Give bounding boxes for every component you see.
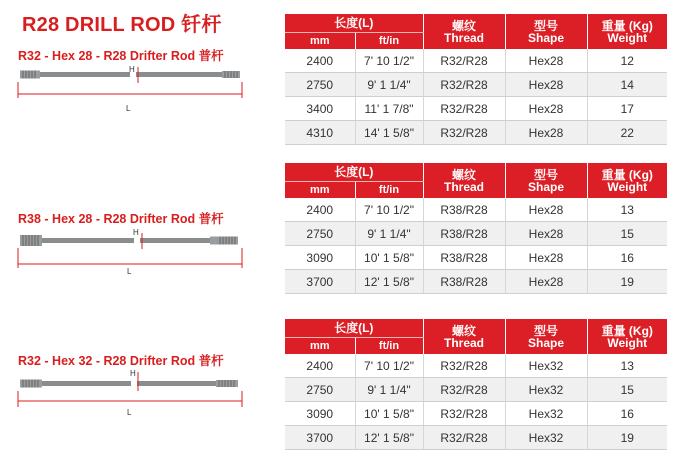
cell-ftin: 12' 1 5/8" xyxy=(355,426,423,450)
table-row xyxy=(285,49,667,73)
spec-table-1 xyxy=(285,14,667,145)
table-row xyxy=(285,198,667,222)
cell-shape: Hex32 xyxy=(505,402,587,426)
cell-mm: 3400 xyxy=(285,97,355,121)
rod-diagram-1 xyxy=(14,58,246,128)
cell-thread: R32/R28 xyxy=(423,378,505,402)
cell-ftin: 9' 1 1/4" xyxy=(355,378,423,402)
cell-weight: 19 xyxy=(587,270,667,294)
cell-ftin: 9' 1 1/4" xyxy=(355,222,423,246)
cell-thread: R32/R28 xyxy=(423,73,505,97)
cell-ftin: 7' 10 1/2" xyxy=(355,49,423,73)
header-weight-cn: 重量 (Kg) xyxy=(601,323,653,338)
cell-weight: 14 xyxy=(587,73,667,97)
rod-diagram-2 xyxy=(14,224,246,294)
length-label: L xyxy=(126,104,131,113)
header-shape xyxy=(505,14,587,49)
header-shape-en: Shape xyxy=(528,179,565,194)
cell-thread: R32/R28 xyxy=(423,426,505,450)
header-thread-en: Thread xyxy=(444,335,485,350)
cell-thread: R38/R28 xyxy=(423,198,505,222)
rod-diagram-3 xyxy=(14,365,246,435)
header-mm: mm xyxy=(285,182,355,199)
cell-weight: 22 xyxy=(587,121,667,145)
cell-shape: Hex28 xyxy=(505,270,587,294)
header-weight-en: Weight xyxy=(607,30,648,45)
header-thread-en: Thread xyxy=(444,30,485,45)
header-mm: mm xyxy=(285,33,355,50)
cell-weight: 13 xyxy=(587,354,667,378)
cell-ftin: 10' 1 5/8" xyxy=(355,402,423,426)
header-length: 长度(L) xyxy=(285,319,423,338)
table-row xyxy=(285,222,667,246)
spec-table-2 xyxy=(285,163,667,294)
header-shape-en: Shape xyxy=(528,335,565,350)
header-thread-cn: 螺纹 xyxy=(452,18,477,33)
cell-mm: 3090 xyxy=(285,246,355,270)
page-title: R28 DRILL ROD 钎杆 xyxy=(22,14,222,36)
header-weight xyxy=(587,319,667,354)
length-label: L xyxy=(127,408,132,417)
table-row xyxy=(285,378,667,402)
cell-ftin: 7' 10 1/2" xyxy=(355,354,423,378)
cell-shape: Hex28 xyxy=(505,246,587,270)
cell-weight: 17 xyxy=(587,97,667,121)
cell-weight: 12 xyxy=(587,49,667,73)
header-thread-cn: 螺纹 xyxy=(452,167,477,182)
table-row xyxy=(285,270,667,294)
header-weight xyxy=(587,14,667,49)
cell-weight: 15 xyxy=(587,378,667,402)
cell-ftin: 11' 1 7/8" xyxy=(355,97,423,121)
cell-mm: 3700 xyxy=(285,426,355,450)
cell-ftin: 9' 1 1/4" xyxy=(355,73,423,97)
cell-weight: 16 xyxy=(587,402,667,426)
product-label-3: R32 - Hex 32 - R28 Drifter Rod 普杆 xyxy=(18,354,224,368)
cell-mm: 2750 xyxy=(285,378,355,402)
table-row xyxy=(285,354,667,378)
header-ftin: ft/in xyxy=(355,33,423,50)
header-thread-en: Thread xyxy=(444,179,485,194)
table-row xyxy=(285,246,667,270)
header-weight-cn: 重量 (Kg) xyxy=(601,18,653,33)
cell-thread: R32/R28 xyxy=(423,49,505,73)
header-length: 长度(L) xyxy=(285,163,423,182)
header-mm: mm xyxy=(285,338,355,355)
cell-mm: 2400 xyxy=(285,198,355,222)
header-shape-cn: 型号 xyxy=(534,18,559,33)
cell-mm: 4310 xyxy=(285,121,355,145)
rod-break xyxy=(131,377,137,389)
rod-shank-right xyxy=(210,237,238,245)
header-thread-cn: 螺纹 xyxy=(452,323,477,338)
header-weight-en: Weight xyxy=(607,179,648,194)
cell-shape: Hex28 xyxy=(505,49,587,73)
cell-ftin: 10' 1 5/8" xyxy=(355,246,423,270)
header-weight xyxy=(587,163,667,198)
header-thread xyxy=(423,14,505,49)
cell-ftin: 7' 10 1/2" xyxy=(355,198,423,222)
header-shape-en: Shape xyxy=(528,30,565,45)
cell-ftin: 12' 1 5/8" xyxy=(355,270,423,294)
header-shape xyxy=(505,319,587,354)
cell-thread: R32/R28 xyxy=(423,121,505,145)
header-thread xyxy=(423,163,505,198)
header-weight-en: Weight xyxy=(607,335,648,350)
product-label-2: R38 - Hex 28 - R28 Drifter Rod 普杆 xyxy=(18,212,224,226)
cell-weight: 15 xyxy=(587,222,667,246)
header-ftin: ft/in xyxy=(355,338,423,355)
cell-mm: 2400 xyxy=(285,49,355,73)
length-label: L xyxy=(127,267,132,276)
rod-body xyxy=(40,238,226,243)
cell-thread: R38/R28 xyxy=(423,270,505,294)
cell-mm: 2750 xyxy=(285,222,355,246)
header-shape-cn: 型号 xyxy=(534,323,559,338)
table-row xyxy=(285,97,667,121)
cell-weight: 13 xyxy=(587,198,667,222)
table-row xyxy=(285,121,667,145)
header-thread xyxy=(423,319,505,354)
header-shape-cn: 型号 xyxy=(534,167,559,182)
height-label: H xyxy=(129,65,135,74)
header-shape xyxy=(505,163,587,198)
height-label: H xyxy=(130,369,136,378)
product-label-1: R32 - Hex 28 - R28 Drifter Rod 普杆 xyxy=(18,49,224,63)
cell-shape: Hex32 xyxy=(505,378,587,402)
header-ftin: ft/in xyxy=(355,182,423,199)
cell-mm: 3090 xyxy=(285,402,355,426)
cell-shape: Hex28 xyxy=(505,121,587,145)
cell-mm: 2750 xyxy=(285,73,355,97)
spec-table-3 xyxy=(285,319,667,450)
table-row xyxy=(285,402,667,426)
cell-shape: Hex32 xyxy=(505,354,587,378)
cell-shape: Hex28 xyxy=(505,97,587,121)
cell-thread: R38/R28 xyxy=(423,246,505,270)
table-row xyxy=(285,73,667,97)
cell-shape: Hex28 xyxy=(505,222,587,246)
cell-thread: R38/R28 xyxy=(423,222,505,246)
cell-ftin: 14' 1 5/8" xyxy=(355,121,423,145)
table-row xyxy=(285,426,667,450)
cell-thread: R32/R28 xyxy=(423,402,505,426)
cell-thread: R32/R28 xyxy=(423,354,505,378)
cell-weight: 16 xyxy=(587,246,667,270)
cell-weight: 19 xyxy=(587,426,667,450)
cell-mm: 3700 xyxy=(285,270,355,294)
header-length: 长度(L) xyxy=(285,14,423,33)
cell-thread: R32/R28 xyxy=(423,97,505,121)
cell-shape: Hex32 xyxy=(505,426,587,450)
header-weight-cn: 重量 (Kg) xyxy=(601,167,653,182)
cell-mm: 2400 xyxy=(285,354,355,378)
height-label: H xyxy=(133,228,139,237)
cell-shape: Hex28 xyxy=(505,198,587,222)
cell-shape: Hex28 xyxy=(505,73,587,97)
